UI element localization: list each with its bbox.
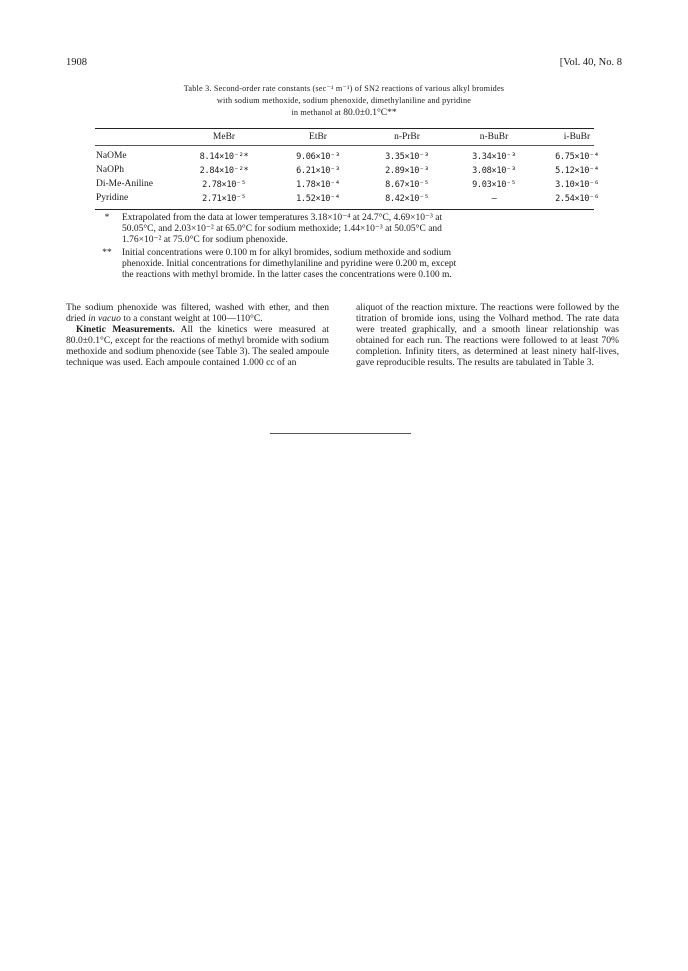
- footnote-text: [122, 248, 592, 281]
- table-cell: 2.71×10⁻⁵: [202, 194, 246, 204]
- body-paragraph: [66, 302, 329, 324]
- footnote-line: 50.05°C, and 2.03×10⁻² at 65.0°C for sodium methoxide; 1.44×10⁻³ at 50.05°C and: [122, 224, 442, 234]
- table-cell: 8.67×10⁻⁵: [385, 180, 429, 190]
- column-header: n-PrBr: [394, 132, 420, 142]
- table-cell: 9.03×10⁻⁵: [472, 180, 516, 190]
- table-cell: 3.08×10⁻³: [472, 166, 516, 176]
- page-header: [66, 57, 622, 71]
- caption-line-2: with sodium methoxide, sodium phenoxide, dimethylaniline and pyridine: [216, 96, 472, 105]
- table-cell: 6.75×10⁻⁴: [555, 152, 599, 162]
- table-cell: 1.52×10⁻⁴: [296, 194, 340, 204]
- row-label: Di-Me-Aniline: [96, 179, 153, 189]
- column-header: EtBr: [309, 132, 327, 142]
- caption-line-3-prefix: in methanol at: [291, 108, 342, 117]
- caption-condition: 80.0±0.1°C**: [343, 108, 397, 118]
- page-number: 1908: [66, 57, 87, 68]
- section-heading: Kinetic Measurements.: [76, 324, 175, 335]
- footnote-line: 1.76×10⁻² at 75.0°C for sodium phenoxide.: [122, 235, 288, 245]
- table-bottom-rule: [95, 209, 594, 210]
- footnote-mark: *: [104, 213, 110, 223]
- body-text: All the kinetics were measured at 80.0±0.1°C, except for the reactions of methyl bromide with sodium methoxide and sodium phenoxide (see Table 3). The sealed ampoule technique was used. Each ampoule contained 1.000 cc of an: [66, 324, 329, 368]
- body-text: to a constant weight at 100—110°C.: [123, 313, 263, 324]
- footnote-mark: **: [102, 248, 112, 258]
- table-cell: 8.14×10⁻²*: [199, 152, 249, 162]
- footnote-text: [122, 213, 592, 246]
- footnote-line: the reactions with methyl bromide. In the latter cases the concentrations were 0.100 m.: [122, 270, 452, 280]
- table-cell: 8.42×10⁻⁵: [385, 194, 429, 204]
- body-paragraph: [66, 324, 329, 368]
- footnote-line: phenoxide. Initial concentrations for dimethylaniline and pyridine were 0.200 m, except: [122, 259, 457, 269]
- footnote-line: Extrapolated from the data at lower temperatures 3.18×10⁻⁴ at 24.7°C, 4.69×10⁻³ at: [122, 213, 443, 223]
- table-cell: 3.10×10⁻⁶: [555, 180, 599, 190]
- table-cell: 2.89×10⁻³: [385, 166, 429, 176]
- table-cell: 2.54×10⁻⁶: [555, 194, 599, 204]
- table-cell: —: [491, 194, 497, 204]
- column-header: n-BuBr: [479, 132, 509, 142]
- body-text: The sodium phenoxide was filtered, washed with ether, and then dried: [66, 302, 329, 324]
- row-label: NaOMe: [96, 151, 127, 161]
- column-header: MeBr: [212, 132, 236, 142]
- table-cell: 3.35×10⁻³: [385, 152, 429, 162]
- table-cell: 6.21×10⁻³: [296, 166, 340, 176]
- table-cell: 5.12×10⁻⁴: [555, 166, 599, 176]
- column-header: i-BuBr: [563, 132, 591, 142]
- table-cell: 2.78×10⁻⁵: [202, 180, 246, 190]
- body-right-column: [356, 302, 619, 368]
- table-caption: [66, 83, 622, 119]
- end-of-article-rule: [270, 433, 411, 434]
- table-footnote: [96, 213, 592, 246]
- body-emphasis: in vacuo: [88, 313, 121, 324]
- table-cell: 9.06×10⁻³: [296, 152, 340, 162]
- caption-line-3: [66, 107, 622, 119]
- table-header-rule: [95, 145, 594, 146]
- body-left-column: [66, 302, 329, 368]
- table-cell: 3.34×10⁻³: [472, 152, 516, 162]
- table-cell: 2.84×10⁻²*: [199, 166, 249, 176]
- row-label: Pyridine: [96, 193, 129, 203]
- table-top-rule: [95, 128, 594, 129]
- issue-reference: [Vol. 40, No. 8: [559, 57, 622, 68]
- table-cell: 1.78×10⁻⁴: [296, 180, 340, 190]
- table-footnote: [96, 248, 592, 281]
- row-label: NaOPh: [96, 165, 124, 175]
- caption-line-1: Table 3. Second-order rate constants (sec⁻¹ m⁻¹) of SN2 reactions of various alkyl bromides: [183, 84, 505, 93]
- body-paragraph: aliquot of the reaction mixture. The reactions were followed by the titration of bromide ions, using the Volhard method. The rate data were treated graphically, and a smooth linear relationship was obtained for each run. The reactions were followed to at least 70% completion. Infinity titers, as determined at least ninety half-lives, gave reproducible results. The results are tabulated in Table 3.: [356, 302, 619, 368]
- footnote-line: Initial concentrations were 0.100 m for alkyl bromides, sodium methoxide and sodium: [122, 248, 452, 258]
